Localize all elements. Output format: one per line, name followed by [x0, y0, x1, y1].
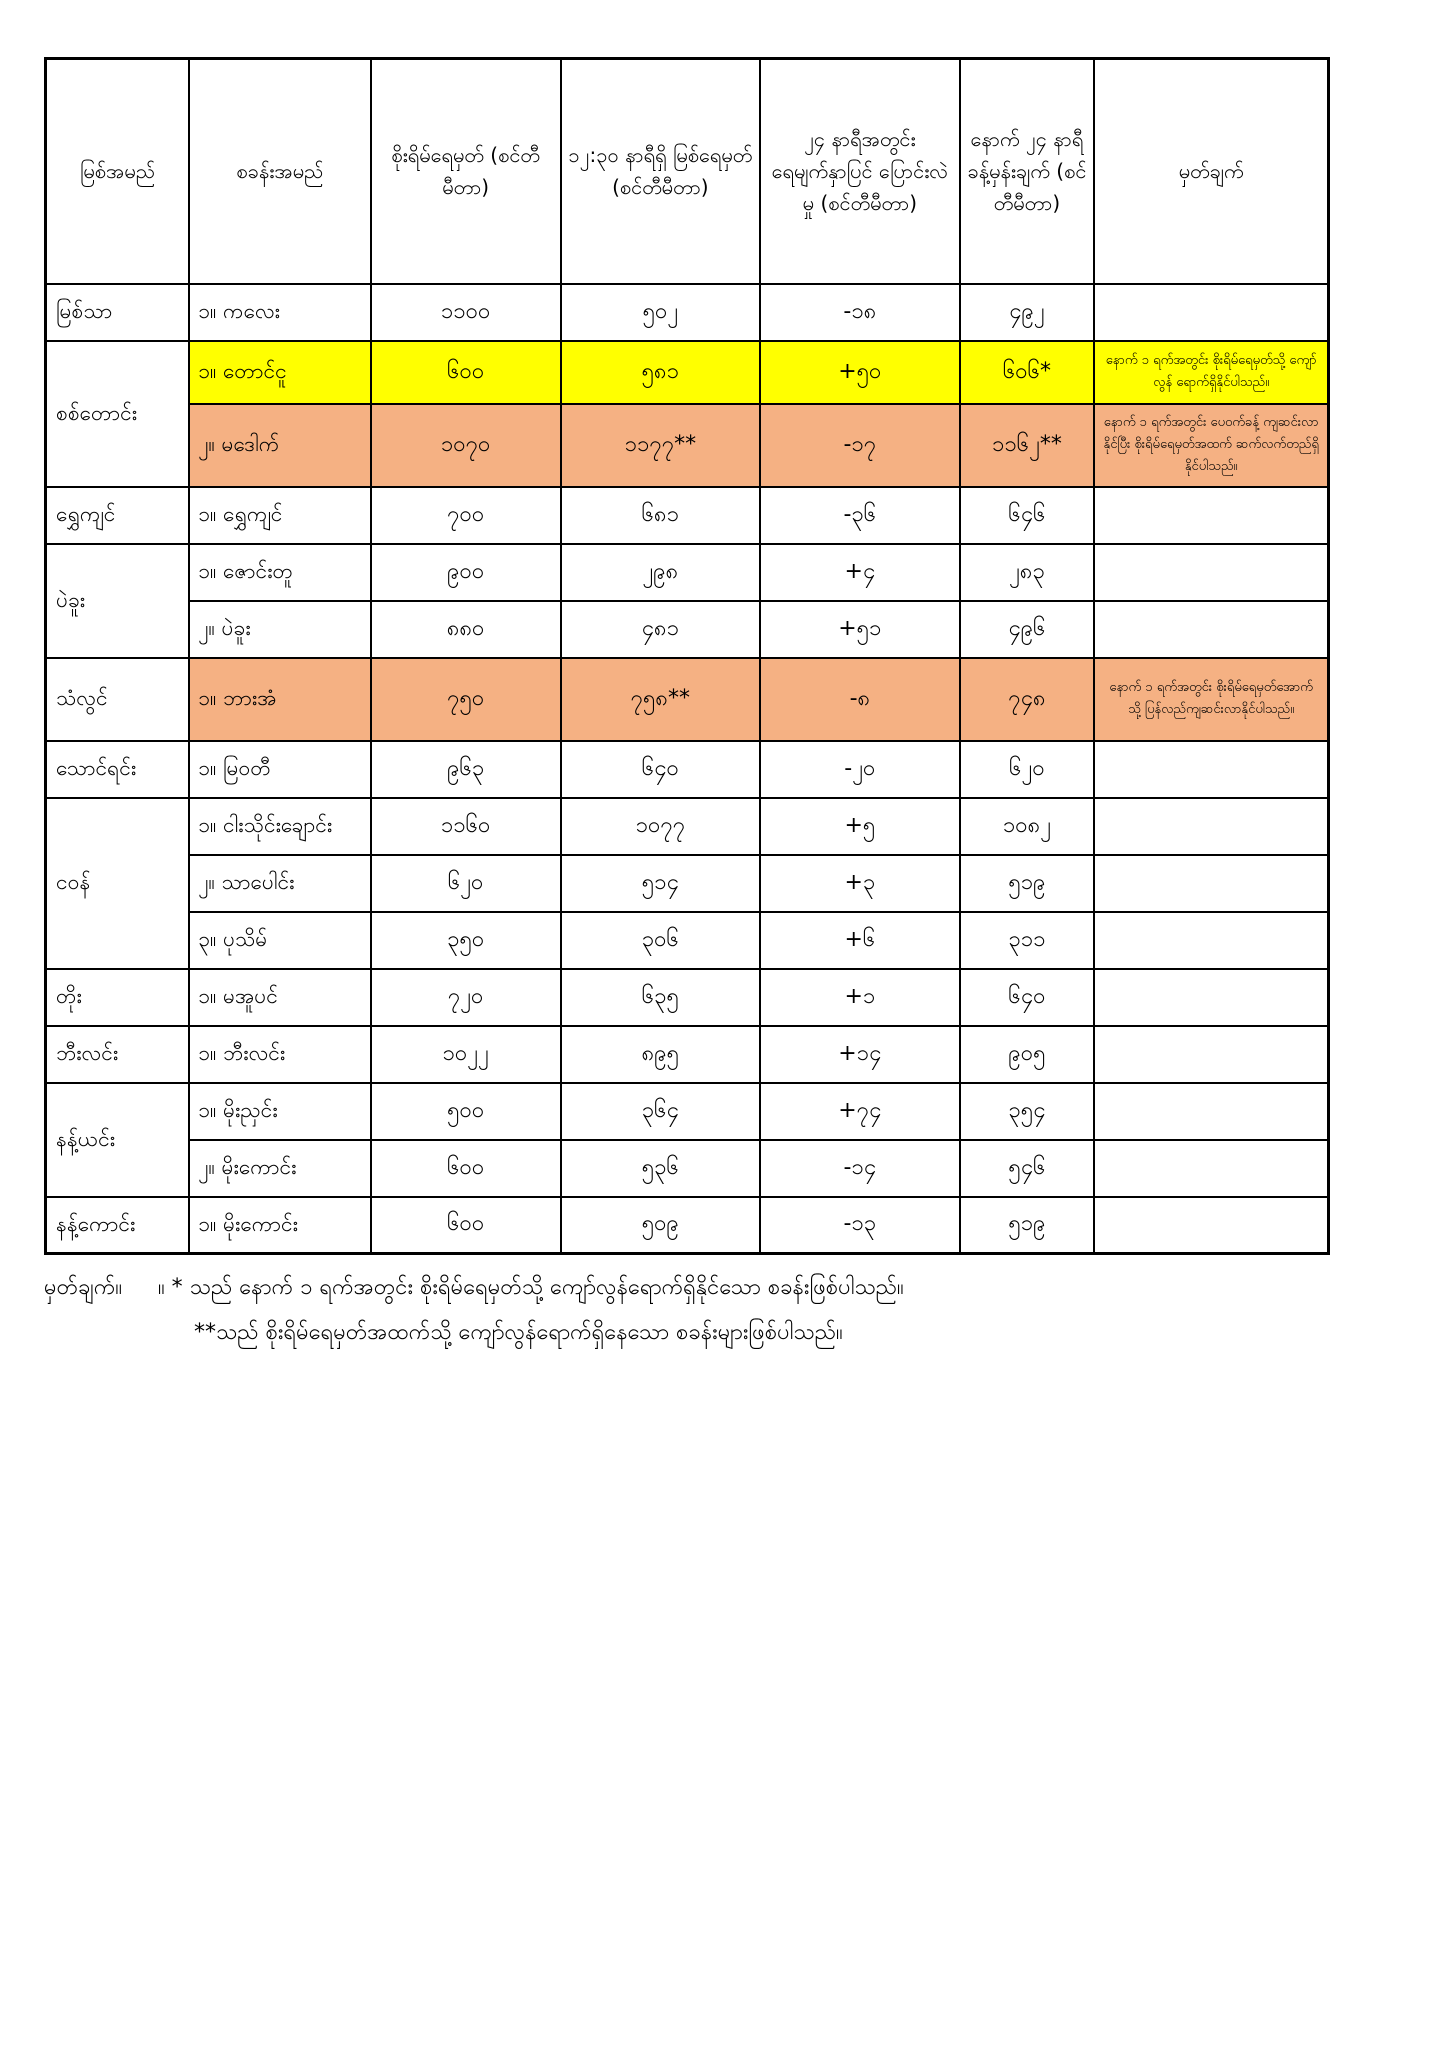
danger-level-cell: ၉၆၃	[371, 741, 561, 798]
danger-level-cell: ၆၂၀	[371, 855, 561, 912]
table-row	[46, 284, 1329, 341]
change-cell: -၁၇	[760, 404, 960, 487]
station-cell: ၁။ မိုးညှင်း	[189, 1083, 371, 1140]
river-cell: ငဝန်	[46, 798, 190, 969]
table-row	[46, 855, 1329, 912]
current-level-cell: ၅၁၄	[561, 855, 761, 912]
change-cell: -၁၃	[760, 1197, 960, 1254]
danger-level-cell: ၇၀၀	[371, 487, 561, 544]
current-level-cell: ၆၈၁	[561, 487, 761, 544]
table-row	[46, 1026, 1329, 1083]
change-cell: -၃၆	[760, 487, 960, 544]
forecast-cell: ၂၈၃	[960, 544, 1095, 601]
river-cell: တိုး	[46, 969, 190, 1026]
change-cell: -၁၈	[760, 284, 960, 341]
remark-cell	[1094, 969, 1328, 1026]
remark-cell	[1094, 284, 1328, 341]
station-cell: ၂။ မဒေါက်	[189, 404, 371, 487]
current-level-cell: ၃၆၄	[561, 1083, 761, 1140]
danger-level-cell: ၇၂၀	[371, 969, 561, 1026]
water-level-table	[44, 57, 1330, 1255]
current-level-cell: ၅၃၆	[561, 1140, 761, 1197]
table-row	[46, 912, 1329, 969]
forecast-cell: ၄၉၆	[960, 601, 1095, 658]
station-cell: ၁။ ဇောင်းတူ	[189, 544, 371, 601]
station-cell: ၁။ ကလေး	[189, 284, 371, 341]
remark-cell	[1094, 1197, 1328, 1254]
table-header	[46, 59, 1329, 284]
change-cell: +၄	[760, 544, 960, 601]
current-level-cell: ၃၀၆	[561, 912, 761, 969]
danger-level-cell: ၈၈၀	[371, 601, 561, 658]
change-cell: -၁၄	[760, 1140, 960, 1197]
remark-cell: နောက် ၁ ရက်အတွင်း ပေဝက်ခန့် ကျဆင်းလာနိုင်ပြီး စိုးရိမ်ရေမှတ်အထက် ဆက်လက်တည်ရှိနိုင်ပါသည်။	[1094, 404, 1328, 487]
column-header-river: မြစ်အမည်	[46, 59, 190, 284]
danger-level-cell: ၁၁၀၀	[371, 284, 561, 341]
table-row	[46, 544, 1329, 601]
current-level-cell: ၈၉၅	[561, 1026, 761, 1083]
table-row	[46, 341, 1329, 404]
table-row	[46, 1140, 1329, 1197]
table-row	[46, 1083, 1329, 1140]
current-level-cell: ၅၀၂	[561, 284, 761, 341]
table-row	[46, 798, 1329, 855]
danger-level-cell: ၆၀၀	[371, 341, 561, 404]
remark-cell	[1094, 912, 1328, 969]
table-row	[46, 658, 1329, 741]
column-header-danger-level: စိုးရိမ်ရေမှတ် (စင်တီမီတာ)	[371, 59, 561, 284]
river-cell: နန့်ကောင်း	[46, 1197, 190, 1254]
remark-cell	[1094, 798, 1328, 855]
remark-cell: နောက် ၁ ရက်အတွင်း စိုးရိမ်ရေမှတ်သို့ ကျော်လွန် ရောက်ရှိနိုင်ပါသည်။	[1094, 341, 1328, 404]
forecast-cell: ၄၉၂	[960, 284, 1095, 341]
forecast-cell: ၉၀၅	[960, 1026, 1095, 1083]
current-level-cell: ၇၅၈**	[561, 658, 761, 741]
remark-cell	[1094, 1140, 1328, 1197]
forecast-cell: ၆၄၆	[960, 487, 1095, 544]
station-cell: ၁။ ရွှေကျင်	[189, 487, 371, 544]
forecast-cell: ၅၁၉	[960, 855, 1095, 912]
table-row	[46, 969, 1329, 1026]
remark-cell	[1094, 855, 1328, 912]
danger-level-cell: ၅၀၀	[371, 1083, 561, 1140]
current-level-cell: ၆၄၀	[561, 741, 761, 798]
change-cell: +၇၄	[760, 1083, 960, 1140]
river-cell: ဘီးလင်း	[46, 1026, 190, 1083]
river-cell: ပဲခူး	[46, 544, 190, 658]
remark-cell	[1094, 544, 1328, 601]
forecast-cell: ၅၄၆	[960, 1140, 1095, 1197]
column-header-24hr-change: ၂၄ နာရီအတွင်း ရေမျက်နှာပြင် ပြောင်းလဲမှု (စင်တီမီတာ)	[760, 59, 960, 284]
forecast-cell: ၅၁၉	[960, 1197, 1095, 1254]
danger-level-cell: ၁၀၇၀	[371, 404, 561, 487]
bulletin-sheet	[44, 57, 1330, 1349]
change-cell: -၈	[760, 658, 960, 741]
remark-cell	[1094, 1083, 1328, 1140]
station-cell: ၁။ ဘားအံ	[189, 658, 371, 741]
current-level-cell: ၁၀၇၇	[561, 798, 761, 855]
table-row	[46, 601, 1329, 658]
station-cell: ၁။ တောင်ငူ	[189, 341, 371, 404]
remark-cell	[1094, 1026, 1328, 1083]
station-cell: ၁။ ငါးသိုင်းချောင်း	[189, 798, 371, 855]
table-row	[46, 487, 1329, 544]
forecast-cell: ၁၁၆၂**	[960, 404, 1095, 487]
table-row	[46, 404, 1329, 487]
station-cell: ၂။ ပဲခူး	[189, 601, 371, 658]
change-cell: -၂၀	[760, 741, 960, 798]
current-level-cell: ၅၀၉	[561, 1197, 761, 1254]
footnote-star-note: ။ * သည် နောက် ၁ ရက်အတွင်း စိုးရိမ်ရေမှတ်သို့ ကျော်လွန်ရောက်ရှိနိုင်သော စခန်းဖြစ်ပါသည်။	[158, 1275, 904, 1300]
current-level-cell: ၄၈၁	[561, 601, 761, 658]
river-cell: နန့်ယင်း	[46, 1083, 190, 1197]
column-header-remark: မှတ်ချက်	[1094, 59, 1328, 284]
river-cell: စစ်တောင်း	[46, 341, 190, 487]
footnote-double-star-note: **သည် စိုးရိမ်ရေမှတ်အထက်သို့ ကျော်လွန်ရောက်ရှိနေသော စခန်းများဖြစ်ပါသည်။	[194, 1320, 843, 1345]
current-level-cell: ၆၃၅	[561, 969, 761, 1026]
station-cell: ၂။ သာပေါင်း	[189, 855, 371, 912]
danger-level-cell: ၃၅၀	[371, 912, 561, 969]
forecast-cell: ၆၀၆*	[960, 341, 1095, 404]
remark-cell	[1094, 601, 1328, 658]
river-cell: မြစ်သာ	[46, 284, 190, 341]
footnote-line-1	[44, 1271, 1330, 1304]
remark-cell: နောက် ၁ ရက်အတွင်း စိုးရိမ်ရေမှတ်အောက်သို့ ပြန်လည်ကျဆင်းလာနိုင်ပါသည်။	[1094, 658, 1328, 741]
danger-level-cell: ၆၀၀	[371, 1197, 561, 1254]
station-cell: ၃။ ပုသိမ်	[189, 912, 371, 969]
change-cell: +၅၁	[760, 601, 960, 658]
river-cell: သောင်ရင်း	[46, 741, 190, 798]
change-cell: +၁	[760, 969, 960, 1026]
change-cell: +၃	[760, 855, 960, 912]
column-header-station: စခန်းအမည်	[189, 59, 371, 284]
station-cell: ၂။ မိုးကောင်း	[189, 1140, 371, 1197]
station-cell: ၁။ မိုးကောင်း	[189, 1197, 371, 1254]
danger-level-cell: ၆၀၀	[371, 1140, 561, 1197]
change-cell: +၁၄	[760, 1026, 960, 1083]
forecast-cell: ၆၂၀	[960, 741, 1095, 798]
footnote-label: မှတ်ချက်။	[44, 1275, 123, 1300]
forecast-cell: ၆၄၀	[960, 969, 1095, 1026]
header-row	[46, 59, 1329, 284]
footnote	[44, 1271, 1330, 1349]
forecast-cell: ၁၀၈၂	[960, 798, 1095, 855]
remark-cell	[1094, 487, 1328, 544]
station-cell: ၁။ ဘီးလင်း	[189, 1026, 371, 1083]
forecast-cell: ၃၁၁	[960, 912, 1095, 969]
table-body	[46, 284, 1329, 1254]
danger-level-cell: ၇၅၀	[371, 658, 561, 741]
river-cell: သံလွင်	[46, 658, 190, 741]
column-header-current-level: ၁၂:၃၀ နာရီရှိ မြစ်ရေမှတ် (စင်တီမီတာ)	[561, 59, 761, 284]
remark-cell	[1094, 741, 1328, 798]
change-cell: +၅	[760, 798, 960, 855]
change-cell: +၅၀	[760, 341, 960, 404]
forecast-cell: ၇၄၈	[960, 658, 1095, 741]
current-level-cell: ၂၉၈	[561, 544, 761, 601]
station-cell: ၁။ မြဝတီ	[189, 741, 371, 798]
station-cell: ၁။ မအူပင်	[189, 969, 371, 1026]
table-row	[46, 741, 1329, 798]
change-cell: +၆	[760, 912, 960, 969]
danger-level-cell: ၁၀၂၂	[371, 1026, 561, 1083]
current-level-cell: ၅၈၁	[561, 341, 761, 404]
danger-level-cell: ၉၀၀	[371, 544, 561, 601]
river-cell: ရွှေကျင်	[46, 487, 190, 544]
table-row	[46, 1197, 1329, 1254]
danger-level-cell: ၁၁၆၀	[371, 798, 561, 855]
column-header-forecast: နောက် ၂၄ နာရီ ခန့်မှန်းချက် (စင်တီမီတာ)	[960, 59, 1095, 284]
current-level-cell: ၁၁၇၇**	[561, 404, 761, 487]
forecast-cell: ၃၅၄	[960, 1083, 1095, 1140]
